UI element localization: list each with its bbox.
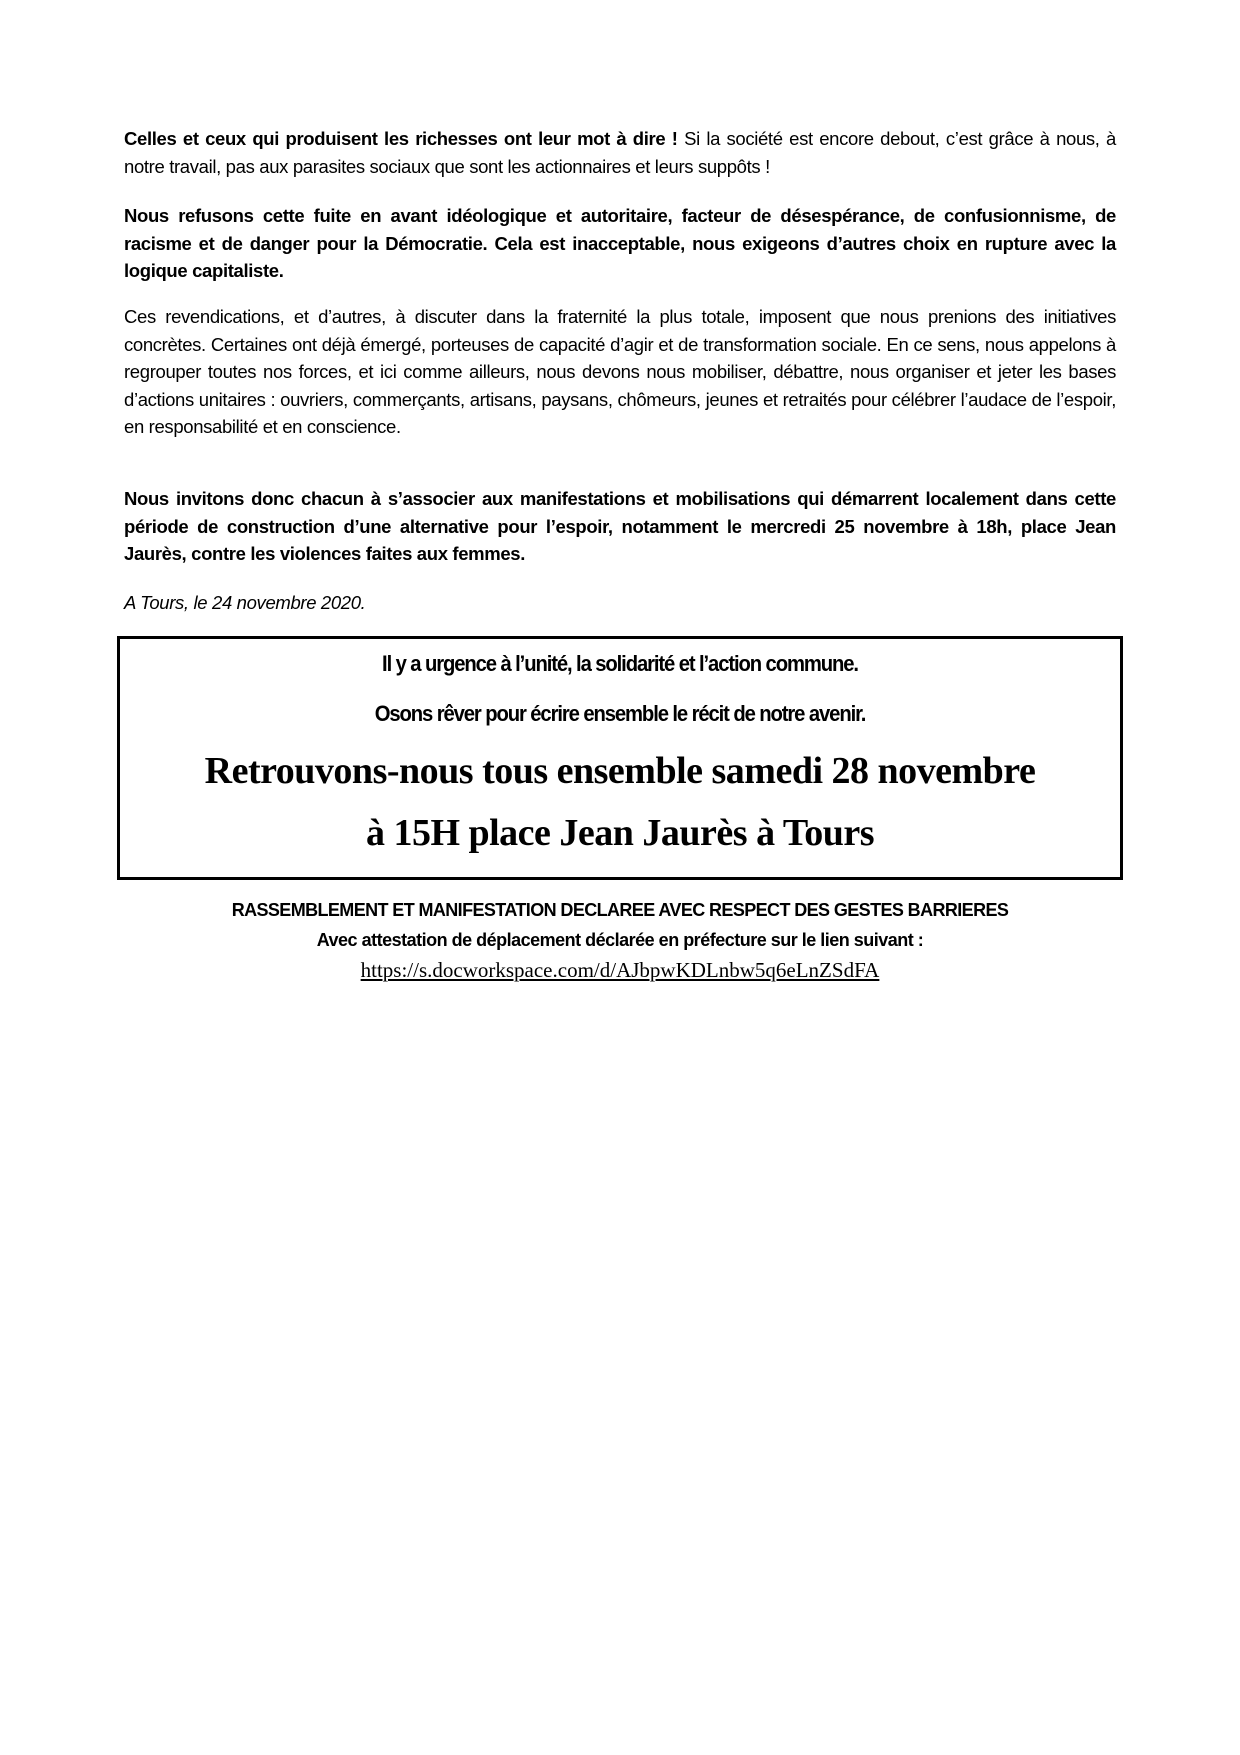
paragraph-refus: Nous refusons cette fuite en avant idéologique et autoritaire, facteur de désespérance, de confusionnisme, de racisme et de danger pour la Démocratie. Cela est inacceptable, nous exigeons d’autres choix en rupture avec la logique capitaliste. bbox=[124, 205, 1116, 281]
attestation-link[interactable]: https://s.docworkspace.com/d/AJbpwKDLnbw5q6eLnZSdFA bbox=[360, 958, 880, 982]
paragraph-revendications: Ces revendications, et d’autres, à discuter dans la fraternité la plus totale, imposent que nous prenions des initiatives concrètes. Certaines ont déjà émergé, porteuses de capacité d’agir et de transformation sociale. En ce sens, nous appelons à regrouper toutes nos forces, et ici comme ailleurs, nous devons nous mobiliser, débattre, nous organiser et jeter les bases d’actions unitaires : ouvriers, commerçants, artisans, paysans, chômeurs, jeunes et retraités pour célébrer l’audace de l’espoir, en responsabilité et en conscience. bbox=[124, 306, 1116, 437]
paragraph-invitation: Nous invitons donc chacun à s’associer aux manifestations et mobilisations qui démarrent localement dans cette période de construction d’une alternative pour l’espoir, notamment le mercredi 25 novembre à 18h, place Jean Jaurès, contre les violences faites aux femmes. bbox=[124, 488, 1116, 564]
paragraph-richesses bbox=[124, 125, 1116, 180]
callout-box bbox=[117, 636, 1123, 880]
callout-headline-place: à 15H place Jean Jaurès à Tours bbox=[365, 812, 875, 854]
footer-notice: RASSEMBLEMENT ET MANIFESTATION DECLAREE AVEC RESPECT DES GESTES BARRIERES bbox=[231, 900, 1009, 920]
callout-headline: Retrouvons-nous tous ensemble samedi 28 novembre bbox=[204, 750, 1036, 792]
paragraph-body: Si la société est encore debout, c’est grâce à nous, à notre travail, pas aux parasites sociaux que sont les actionnaires et leurs suppôts ! bbox=[124, 128, 1116, 177]
signature-date: A Tours, le 24 novembre 2020. bbox=[124, 592, 366, 613]
callout-line-osons: Osons rêver pour écrire ensemble le récit de notre avenir. bbox=[374, 701, 866, 726]
callout-line-urgence: Il y a urgence à l’unité, la solidarité et l’action commune. bbox=[382, 651, 858, 676]
footer-link-line bbox=[124, 958, 1116, 983]
paragraph-lead-bold: Celles et ceux qui produisent les richesses ont leur mot à dire ! bbox=[124, 128, 678, 149]
footer-attestation: Avec attestation de déplacement déclarée en préfecture sur le lien suivant : bbox=[316, 930, 924, 950]
